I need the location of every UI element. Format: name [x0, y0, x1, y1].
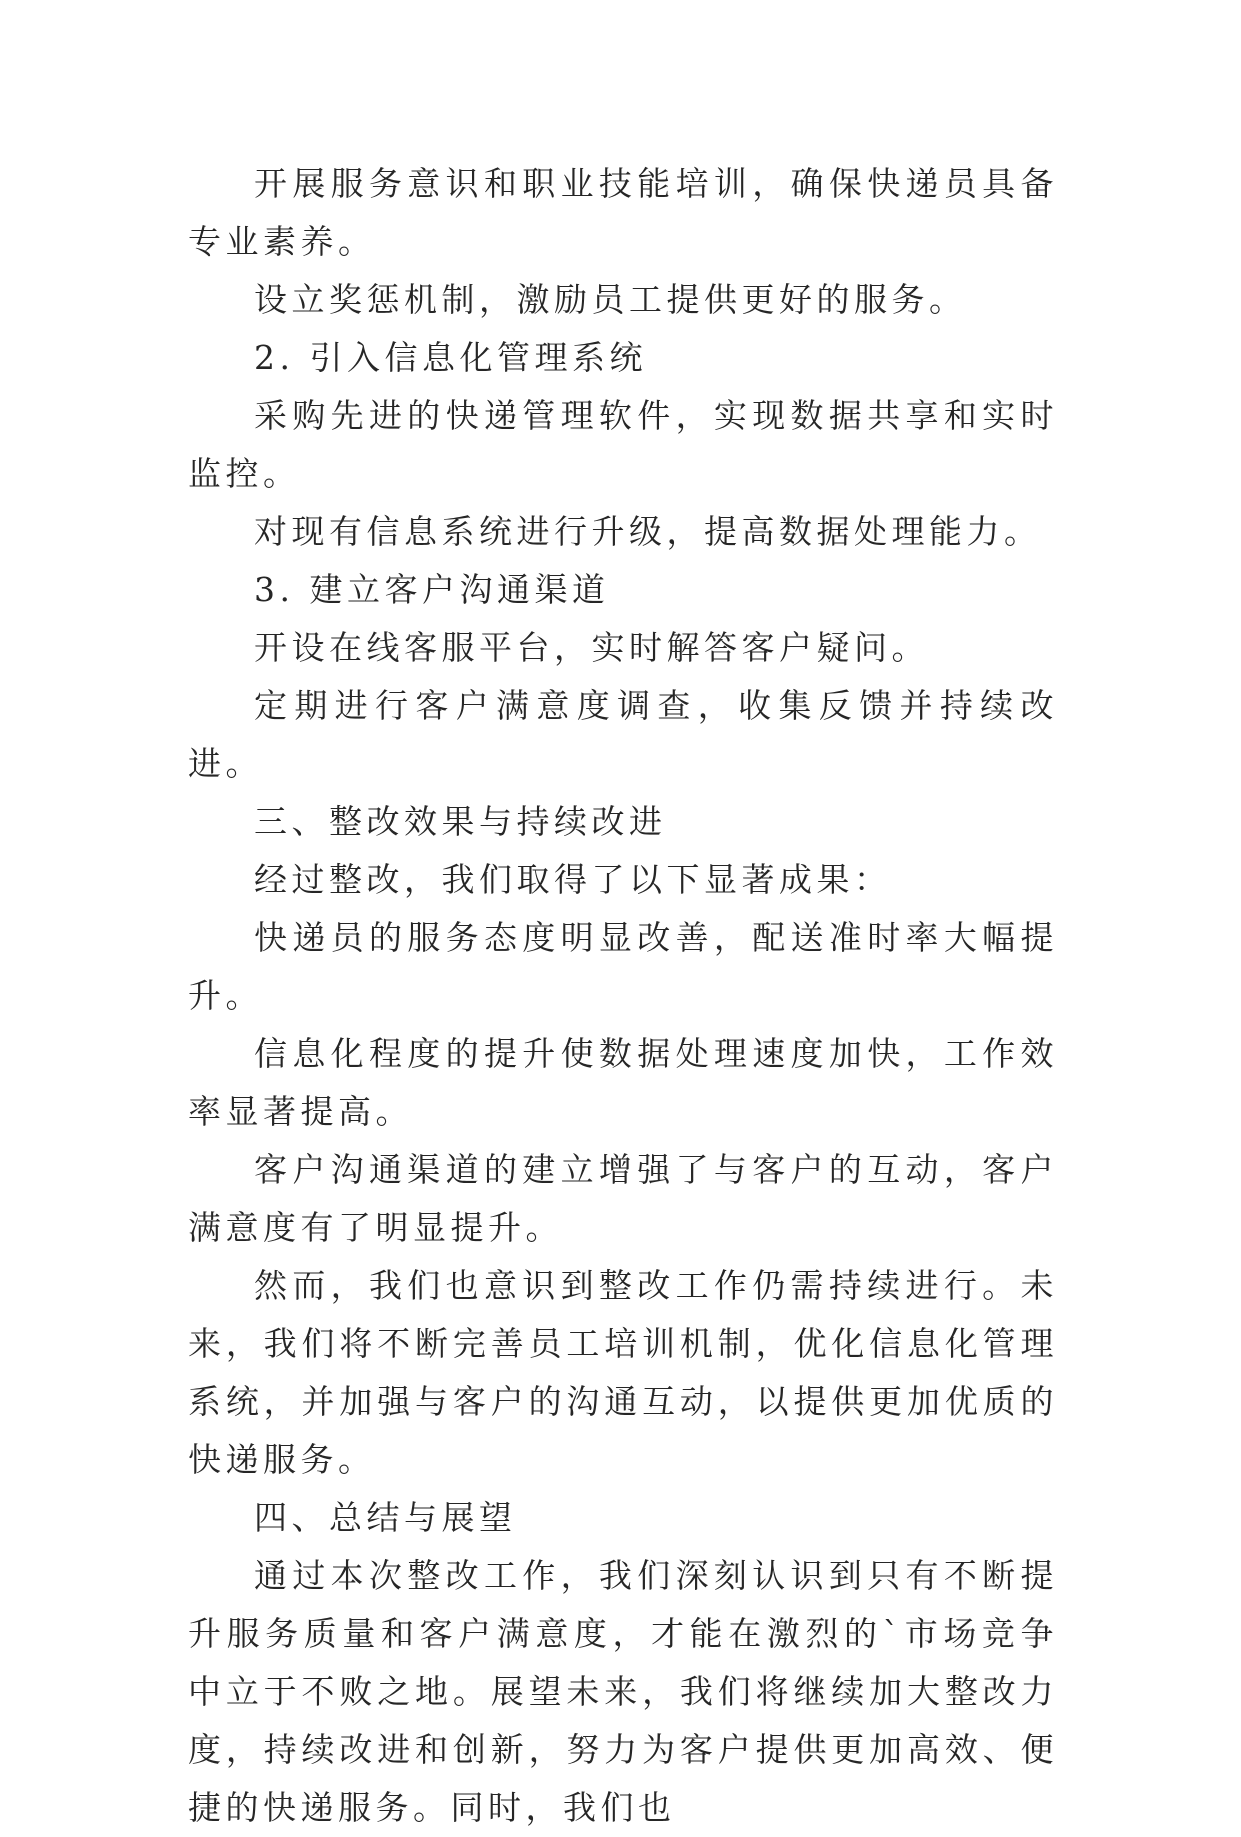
paragraph-satisfaction-improved: 客户沟通渠道的建立增强了与客户的互动，客户满意度有了明显提升。 [188, 1150, 1058, 1247]
paragraph-training: 开展服务意识和职业技能培训，确保快递员具备专业素养。 [188, 164, 1058, 261]
heading-information-system: 2. 引入信息化管理系统 [254, 338, 647, 377]
heading-summary-outlook: 四、总结与展望 [254, 1498, 517, 1537]
paragraph-summary: 通过本次整改工作，我们深刻认识到只有不断提升服务质量和客户满意度，才能在激烈的`市场竞争中立于不败之地。展望未来，我们将继续加大整改力度，持续改进和创新，努力为客户提供更加高效、便捷的快递服务。同时，我们也 [188, 1556, 1058, 1827]
paragraph-satisfaction-survey: 定期进行客户满意度调查，收集反馈并持续改进。 [188, 686, 1058, 783]
heading-customer-channel: 3. 建立客户沟通渠道 [254, 570, 610, 609]
paragraph-service-improved: 快递员的服务态度明显改善，配送准时率大幅提升。 [188, 918, 1058, 1015]
paragraph-reward-mechanism: 设立奖惩机制，激励员工提供更好的服务。 [254, 280, 967, 319]
paragraph-purchase-software: 采购先进的快递管理软件，实现数据共享和实时监控。 [188, 396, 1058, 493]
document-body [188, 155, 1058, 1837]
paragraph-results-intro: 经过整改，我们取得了以下显著成果： [254, 860, 892, 899]
heading-rectification-results: 三、整改效果与持续改进 [254, 802, 667, 841]
paragraph-efficiency-improved: 信息化程度的提升使数据处理速度加快，工作效率显著提高。 [188, 1034, 1058, 1131]
paragraph-online-service: 开设在线客服平台，实时解答客户疑问。 [254, 628, 929, 667]
paragraph-upgrade-system: 对现有信息系统进行升级，提高数据处理能力。 [254, 512, 1042, 551]
paragraph-continuous-work: 然而，我们也意识到整改工作仍需持续进行。未来，我们将不断完善员工培训机制，优化信息化管理系统，并加强与客户的沟通互动，以提供更加优质的快递服务。 [188, 1266, 1058, 1479]
